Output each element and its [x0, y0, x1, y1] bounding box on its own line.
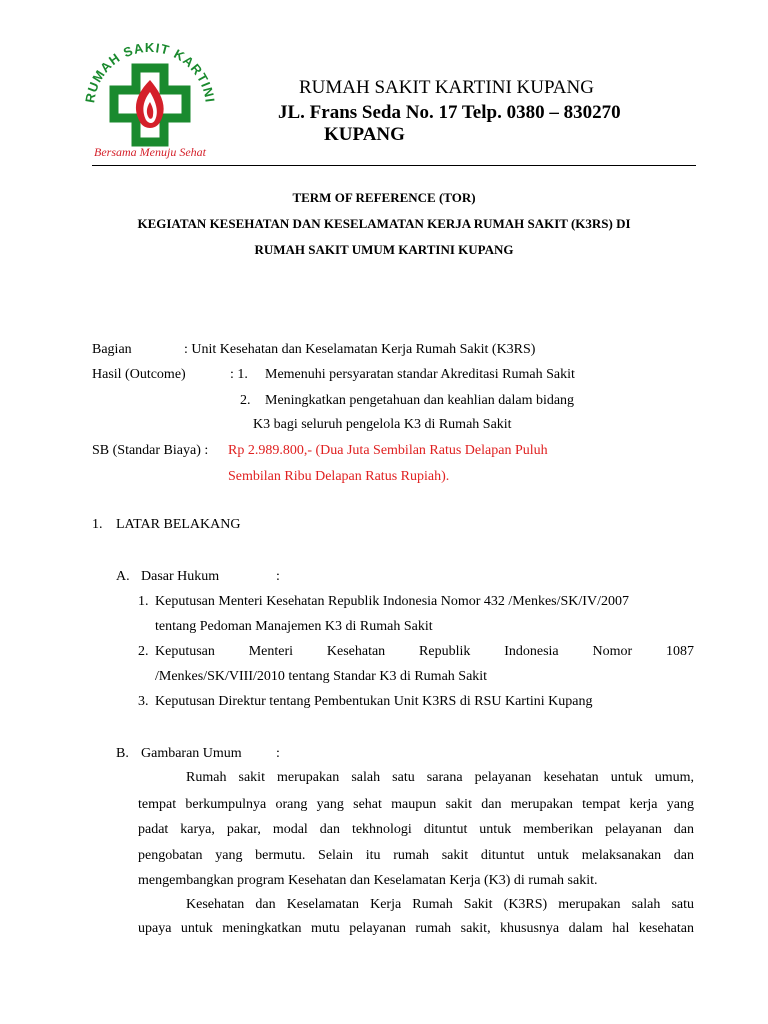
header-address: JL. Frans Seda No. 17 Telp. 0380 – 830270 [278, 102, 621, 123]
bagian-label: Bagian [92, 342, 132, 357]
subA-colon: : [276, 569, 280, 584]
paragraph1-line: pengobatan yang bermutu. Selain itu rumah sakit dituntut untuk melaksanakan dan [138, 848, 694, 863]
logo-tagline: Bersama Menuju Sehat [94, 145, 206, 159]
doc-subtitle-line1: KEGIATAN KESEHATAN DAN KESELAMATAN KERJA RUMAH SAKIT (K3RS) DI [137, 216, 631, 231]
paragraph2-line: upaya untuk meningkatkan mutu pelayanan rumah sakit, khususnya dalam hal kesehatan [138, 921, 694, 936]
subB-label: B. [116, 746, 129, 761]
header-hospital-name: RUMAH SAKIT KARTINI KUPANG [299, 77, 594, 98]
law-2-word: Keputusan [155, 644, 215, 659]
doc-subtitle-line2: RUMAH SAKIT UMUM KARTINI KUPANG [254, 242, 514, 257]
law-1-num: 1. [138, 594, 149, 609]
paragraph2-line: Kesehatan dan Keselamatan Kerja Rumah Sakit (K3RS) merupakan salah satu [186, 897, 694, 912]
paragraph1-line: tempat berkumpulnya orang yang sehat maupun sakit dan merupakan tempat kerja yang [138, 797, 694, 812]
bagian-value: : Unit Kesehatan dan Keselamatan Kerja Rumah Sakit (K3RS) [184, 342, 536, 357]
header-city: KUPANG [324, 124, 405, 145]
hasil-label: Hasil (Outcome) [92, 367, 186, 382]
subB-title: Gambaran Umum [141, 746, 242, 761]
paragraph1-line: mengembangkan program Kesehatan dan Keselamatan Kerja (K3) di rumah sakit. [138, 873, 598, 888]
law-2-word: Nomor [592, 644, 633, 659]
hasil-1-num: : 1. [230, 367, 248, 382]
law-1-line1: Keputusan Menteri Kesehatan Republik Indonesia Nomor 432 /Menkes/SK/IV/2007 [155, 594, 629, 609]
law-3-num: 3. [138, 694, 149, 709]
logo-arc-text: RUMAH SAKIT KARTINI [82, 39, 218, 104]
law-2-word: Kesehatan [326, 644, 386, 659]
hospital-logo [80, 38, 220, 162]
law-2-word: Indonesia [504, 644, 559, 659]
paragraph1-line: padat karya, pakar, modal dan tekhnologi dituntut untuk memberikan pelayanan dan [138, 822, 694, 837]
law-2-line2: /Menkes/SK/VIII/2010 tentang Standar K3 di Rumah Sakit [155, 669, 488, 684]
law-2-word: Republik [419, 644, 471, 659]
header-divider [92, 165, 696, 166]
law-2-line1 [155, 643, 694, 661]
sb-label: SB (Standar Biaya) : [92, 443, 209, 458]
paragraph1-line: Rumah sakit merupakan salah satu sarana pelayanan kesehatan untuk umum, [186, 770, 694, 785]
law-1-line2: tentang Pedoman Manajemen K3 di Rumah Sakit [155, 619, 433, 634]
law-2-word: Menteri [248, 644, 294, 659]
subB-colon: : [276, 746, 280, 761]
law-2-num: 2. [138, 644, 149, 659]
subA-label: A. [116, 569, 130, 584]
sb-value-cont: Sembilan Ribu Delapan Ratus Rupiah). [228, 469, 450, 484]
sb-value: Rp 2.989.800,- (Dua Juta Sembilan Ratus Delapan Puluh [228, 443, 548, 458]
law-2-word: 1087 [665, 644, 694, 659]
section1-number: 1. [92, 517, 103, 532]
hasil-1-text: Memenuhi persyaratan standar Akreditasi Rumah Sakit [265, 367, 575, 382]
section1-heading: LATAR BELAKANG [116, 517, 241, 532]
law-3-line1: Keputusan Direktur tentang Pembentukan Unit K3RS di RSU Kartini Kupang [155, 694, 593, 709]
hasil-2-cont: K3 bagi seluruh pengelola K3 di Rumah Sakit [253, 417, 512, 432]
doc-title: TERM OF REFERENCE (TOR) [292, 190, 476, 205]
hasil-2-text: Meningkatkan pengetahuan dan keahlian dalam bidang [265, 393, 575, 408]
hasil-2-num: 2. [240, 393, 251, 408]
subA-title: Dasar Hukum [141, 569, 220, 584]
